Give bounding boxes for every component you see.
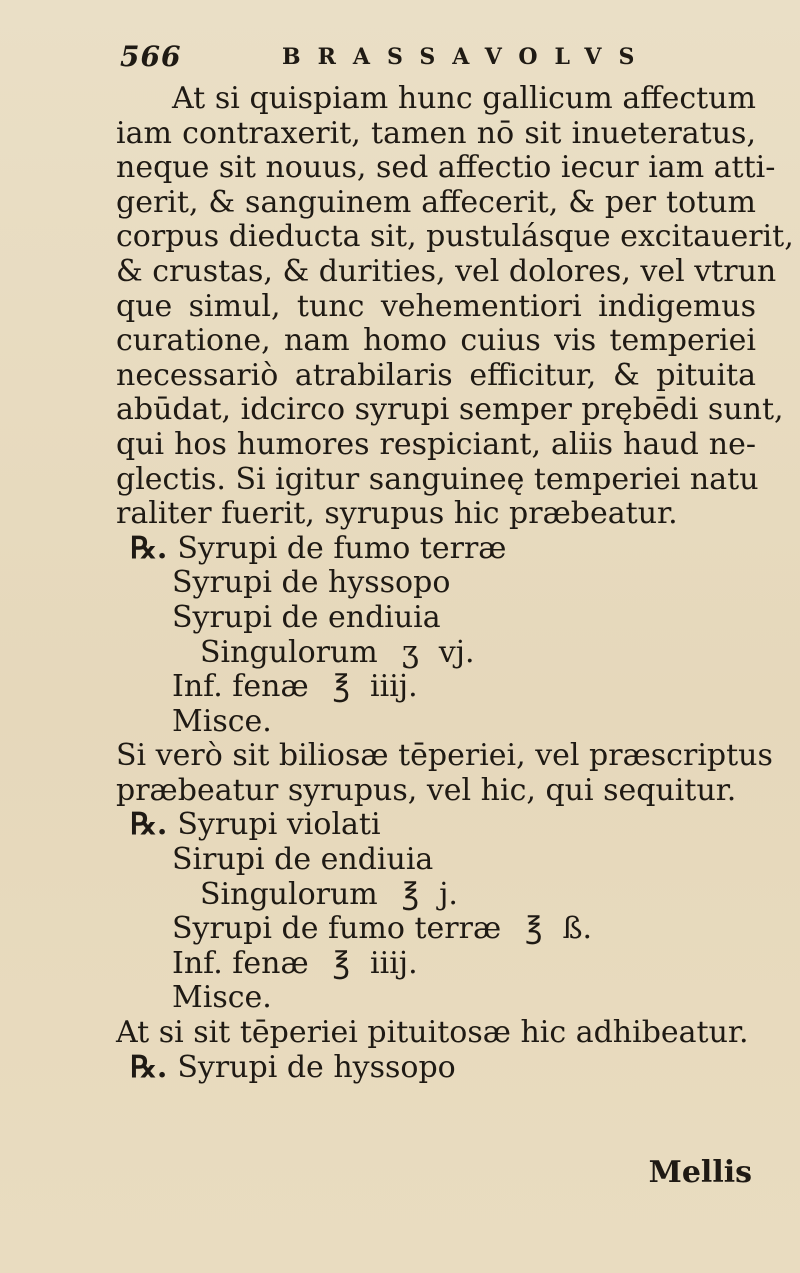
recipe-line xyxy=(116,878,756,913)
ingredient-name: Syrupi de fumo terræ xyxy=(177,530,507,566)
recipe-symbol: ℞. xyxy=(130,1049,168,1085)
recipe-line xyxy=(116,705,756,740)
text-line: glectis. Si igitur sanguineę temperiei natu xyxy=(116,461,759,497)
ingredient-quantity: iiij. xyxy=(370,669,418,705)
ounce-symbol: ℥ xyxy=(332,945,350,981)
running-head: BRASSAVOLVS xyxy=(282,44,652,70)
recipe-line xyxy=(116,532,756,567)
text-line: neque sit nouus, sed affectio iecur iam atti- xyxy=(116,150,776,186)
ounce-symbol: ℥ xyxy=(401,876,420,912)
ingredient-name: Inf. fenæ xyxy=(172,945,309,981)
recipe-line xyxy=(116,912,756,947)
text-line: Si verò sit biliosæ tēperiei, vel præscriptus xyxy=(116,738,773,774)
ingredient-name: Singulorum xyxy=(200,634,378,670)
ingredient-name: Syrupi de hyssopo xyxy=(172,565,451,601)
text-line: raliter fuerit, syrupus hic præbeatur. xyxy=(116,496,678,532)
text-line: At si quispiam hunc gallicum affectum xyxy=(172,81,756,116)
recipe-line xyxy=(116,566,756,601)
recipe-line xyxy=(116,1051,756,1086)
text-line: curatione, nam homo cuius vis temperiei xyxy=(116,323,756,359)
ingredient-quantity: ß. xyxy=(562,911,593,947)
recipe-symbol: ℞. xyxy=(130,530,168,566)
text-line: corpus dieducta sit, pustulásque excitauerit, xyxy=(116,219,794,255)
page-number: 566 xyxy=(120,40,182,73)
ingredient-name: Syrupi de fumo terræ xyxy=(172,911,502,947)
ingredient-name: Syrupi de hyssopo xyxy=(177,1049,456,1085)
ingredient-name: Misce. xyxy=(172,703,272,739)
ingredient-name: Syrupi violati xyxy=(177,807,381,843)
text-line: qui hos humores respiciant, aliis haud ne- xyxy=(116,426,756,462)
page-header xyxy=(120,40,740,74)
ingredient-name: Sirupi de endiuia xyxy=(172,842,434,878)
ounce-symbol: ℥ xyxy=(332,669,350,705)
text-line: At si sit tēperiei pituitosæ hic adhibeatur. xyxy=(116,1015,749,1051)
text-line: necessariò atrabilaris efficitur, & pituita xyxy=(116,357,756,393)
recipe-line xyxy=(116,601,756,636)
ingredient-name: Inf. fenæ xyxy=(172,669,309,705)
ingredient-quantity: iiij. xyxy=(370,945,418,981)
ingredient-name: Singulorum xyxy=(200,876,378,912)
recipe-line xyxy=(116,981,756,1016)
text-line: præbeatur syrupus, vel hic, qui sequitur. xyxy=(116,772,737,808)
recipe-line xyxy=(116,636,756,671)
dram-symbol: ʒ xyxy=(401,634,419,670)
ingredient-name: Syrupi de endiuia xyxy=(172,599,441,635)
text-line: gerit, & sanguinem affecerit, & per totum xyxy=(116,184,756,220)
ounce-symbol: ℥ xyxy=(525,911,543,947)
recipe-line xyxy=(116,947,756,982)
recipe-symbol: ℞. xyxy=(130,807,168,843)
text-line: & crustas, & durities, vel dolores, vel vtrun xyxy=(116,253,777,289)
ingredient-quantity: j. xyxy=(439,876,458,912)
recipe-line xyxy=(116,843,756,878)
text-line: que simul, tunc vehementiori indigemus xyxy=(116,288,756,324)
text-line: iam contraxerit, tamen nō sit inueteratus, xyxy=(116,115,756,151)
catchword: Mellis xyxy=(648,1155,752,1190)
ingredient-name: Misce. xyxy=(172,980,272,1016)
recipe-line xyxy=(116,670,756,705)
recipe-line xyxy=(116,808,756,843)
ingredient-quantity: vj. xyxy=(438,634,475,670)
text-line: abūdat, idcirco syrupi semper prębēdi sunt, xyxy=(116,392,784,428)
main-text xyxy=(116,81,794,1085)
